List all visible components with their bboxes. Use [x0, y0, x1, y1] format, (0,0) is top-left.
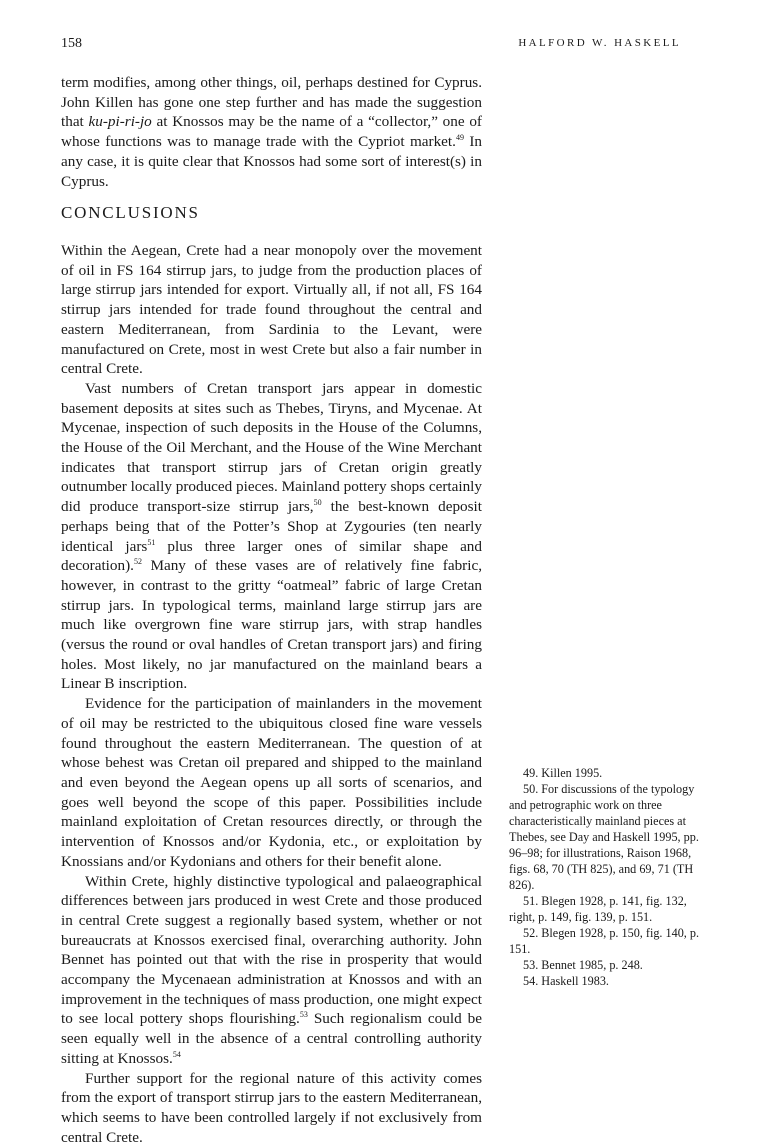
text-run: plus three larger ones of similar shape and decoration).	[61, 537, 482, 575]
footnote-52: 52. Blegen 1928, p. 150, fig. 140, p. 151.	[509, 926, 700, 956]
linear-b-term: ku-pi-ri-jo	[88, 113, 152, 131]
footnote-ref-49: 49	[455, 133, 464, 143]
paragraph-2	[61, 379, 482, 694]
paragraph-4	[61, 872, 482, 1069]
paragraph-1: Within the Aegean, Crete had a near monopoly over the movement of oil in FS 164 stirrup jars, to judge from the production places of large stirrup jars intended for export. Virtually all, if not all, FS 164 stirrup jars intended for trade found throughout the central and eastern Mediterranean, from Sardinia to the Levant, were manufactured on Crete, most in west Crete but also a fair number in central Crete.	[61, 242, 482, 378]
footnote-49: 49. Killen 1995.	[523, 766, 603, 780]
text-run: Within Crete, highly distinctive typological and palaeographical differences between jars produced in west Crete and those produced in central Crete suggest a regionally based system, whether or not bureaucrats at Knossos exercised final, overarching authority. John Bennet has pointed out that with the rise in prosperity that would accompany the Mycenaean administration at Knossos and with an improvement in the techniques of mass production, one might expect to see local pottery shops flourishing.	[61, 872, 482, 1028]
page-header	[61, 36, 681, 56]
paragraph-3: Evidence for the participation of mainlanders in the movement of oil may be restricted to the ubiquitous closed fine ware vessels found throughout the eastern Mediterranean. The question of at whose behest was Cretan oil prepared and shipped to the mainland and even beyond the Aegean opens up all sorts of scenarios, and goes well beyond the scope of this paper. Possibilities include mainland exploitation of Cretan resources directly, or through the intervention of Knossos and/or Kydonia, etc., or exploitation by Knossians and/or Kydonians and others for their benefit alone.	[61, 695, 482, 870]
footnote-ref-52: 52	[133, 557, 142, 567]
footnote-ref-54: 54	[172, 1049, 181, 1059]
text-run: term modifies, among other things, oil, perhaps destined for Cyprus. John Killen has gone one step further and has made the suggestion that	[61, 74, 482, 131]
paragraph-5: Further support for the regional nature of this activity comes from the export of transport stirrup jars to the eastern Mediterranean, which seems to have been controlled largely if not exclusively from central Crete.	[61, 1069, 482, 1146]
footnote-ref-50: 50	[313, 498, 322, 508]
footnote-ref-51: 51	[147, 537, 156, 547]
text-run: Many of these vases are of relatively fine fabric, however, in contrast to the gritty “oatmeal” fabric of large Cretan stirrup jars. In typological terms, mainland large stirrup jars are much like overgrown fine ware stirrup jars, with strap handles (versus the round or oval handles of Cretan transport jars) and firing holes. Most likely, no jar manufactured on the mainland bears a Linear B inscription.	[61, 557, 482, 693]
footnotes	[509, 765, 709, 989]
intro-paragraph-block	[61, 73, 482, 191]
footnote-51: 51. Blegen 1928, p. 141, fig. 132, right, p. 149, fig. 139, p. 151.	[509, 894, 687, 924]
footnote-50: 50. For discussions of the typology and petrographic work on three characteristically mainland pieces at Thebes, see Day and Haskell 1995, pp. 96–98; for illustrations, Raison 1968, figs. 68, 70 (TH 825), and 69, 71 (TH 826).	[509, 782, 699, 892]
section-heading: CONCLUSIONS	[61, 203, 200, 222]
text-run: In any case, it is quite clear that Knossos had some sort of interest(s) in Cyprus.	[61, 133, 482, 190]
conclusions-body	[61, 241, 482, 1147]
page-number: 158	[61, 36, 82, 51]
text-run: the best-known deposit perhaps being that of the Potter’s Shop at Zygouries (ten nearly identical jars	[61, 498, 483, 555]
footnote-54: 54. Haskell 1983.	[523, 974, 609, 988]
text-run: at Knossos may be the name of a “collector,” one of whose functions was to manage trade with the Cypriot market.	[61, 113, 482, 151]
footnote-53: 53. Bennet 1985, p. 248.	[523, 958, 643, 972]
running-head: HALFORD W. HASKELL	[518, 37, 681, 49]
intro-paragraph	[61, 73, 482, 191]
text-run: Vast numbers of Cretan transport jars appear in domestic basement deposits at sites such as Thebes, Tiryns, and Mycenae. At Mycenae, inspection of such deposits in the House of the Columns, the House of the Oil Merchant, and the House of the Wine Merchant indicates that transport stirrup jars of Cretan origin greatly outnumber locally produced pieces. Mainland pottery shops certainly did produce transport-size stirrup jars,	[61, 379, 482, 516]
text-run: Such regionalism could be seen equally well in the absence of a central controlling authority sitting at Knossos.	[61, 1010, 483, 1067]
footnote-ref-53: 53	[299, 1010, 308, 1020]
